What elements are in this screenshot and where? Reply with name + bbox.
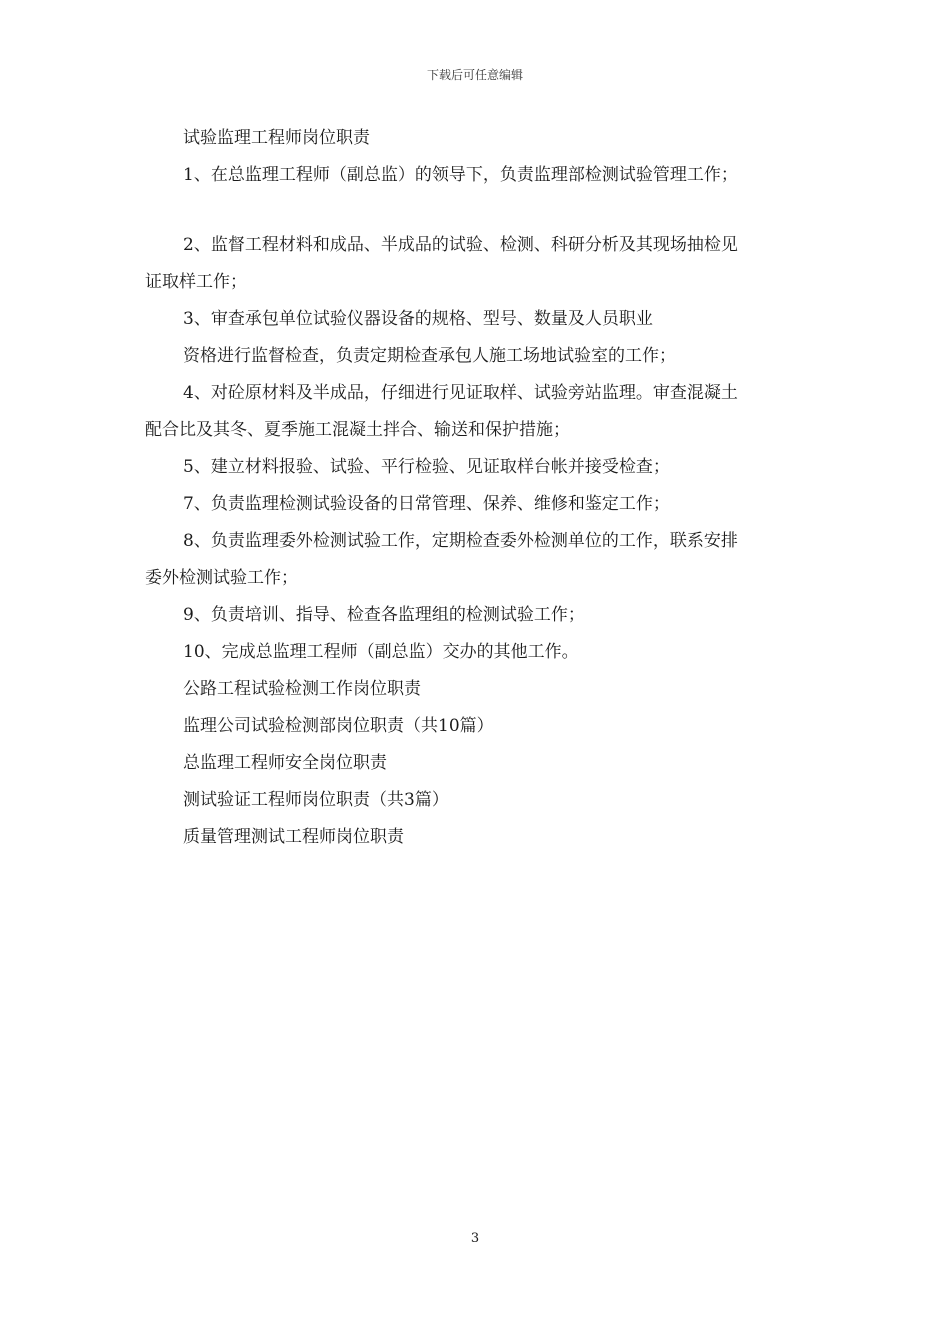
duty-item-1: 1、在总监理工程师（副总监）的领导下，负责监理部检测试验管理工作； — [183, 165, 738, 185]
related-title-2: 监理公司试验检测部岗位职责（共10篇） — [183, 716, 494, 736]
duty-item-3-line-2: 资格进行监督检查，负责定期检查承包人施工场地试验室的工作； — [183, 346, 676, 366]
duty-item-2-line-1: 2、监督工程材料和成品、半成品的试验、检测、科研分析及其现场抽检见 — [183, 235, 738, 255]
duty-item-2-line-2: 证取样工作； — [145, 272, 247, 292]
related-title-3: 总监理工程师安全岗位职责 — [183, 753, 387, 773]
duty-item-4-line-2: 配合比及其冬、夏季施工混凝土拌合、输送和保护措施； — [145, 420, 570, 440]
document-body — [145, 120, 810, 856]
page-number: 3 — [470, 1231, 480, 1246]
related-title-5: 质量管理测试工程师岗位职责 — [183, 827, 404, 847]
duty-item-9: 9、负责培训、指导、检查各监理组的检测试验工作； — [183, 605, 585, 625]
duty-item-5: 5、建立材料报验、试验、平行检验、见证取样台帐并接受检查； — [183, 457, 670, 477]
duty-item-10: 10、完成总监理工程师（副总监）交办的其他工作。 — [183, 642, 579, 662]
duty-item-8-line-2: 委外检测试验工作； — [145, 568, 298, 588]
blank-gap — [145, 194, 810, 227]
duty-item-7: 7、负责监理检测试验设备的日常管理、保养、维修和鉴定工作； — [183, 494, 670, 514]
duty-item-3-line-1: 3、审查承包单位试验仪器设备的规格、型号、数量及人员职业 — [183, 309, 653, 329]
duty-item-8-line-1: 8、负责监理委外检测试验工作，定期检查委外检测单位的工作，联系安排 — [183, 531, 738, 551]
document-title: 试验监理工程师岗位职责 — [183, 128, 370, 148]
related-title-1: 公路工程试验检测工作岗位职责 — [183, 679, 421, 699]
related-title-4: 测试验证工程师岗位职责（共3篇） — [183, 790, 449, 810]
page-header: 下载后可任意编辑 — [426, 68, 523, 82]
duty-item-4-line-1: 4、对砼原材料及半成品，仔细进行见证取样、试验旁站监理。审查混凝土 — [183, 383, 738, 403]
